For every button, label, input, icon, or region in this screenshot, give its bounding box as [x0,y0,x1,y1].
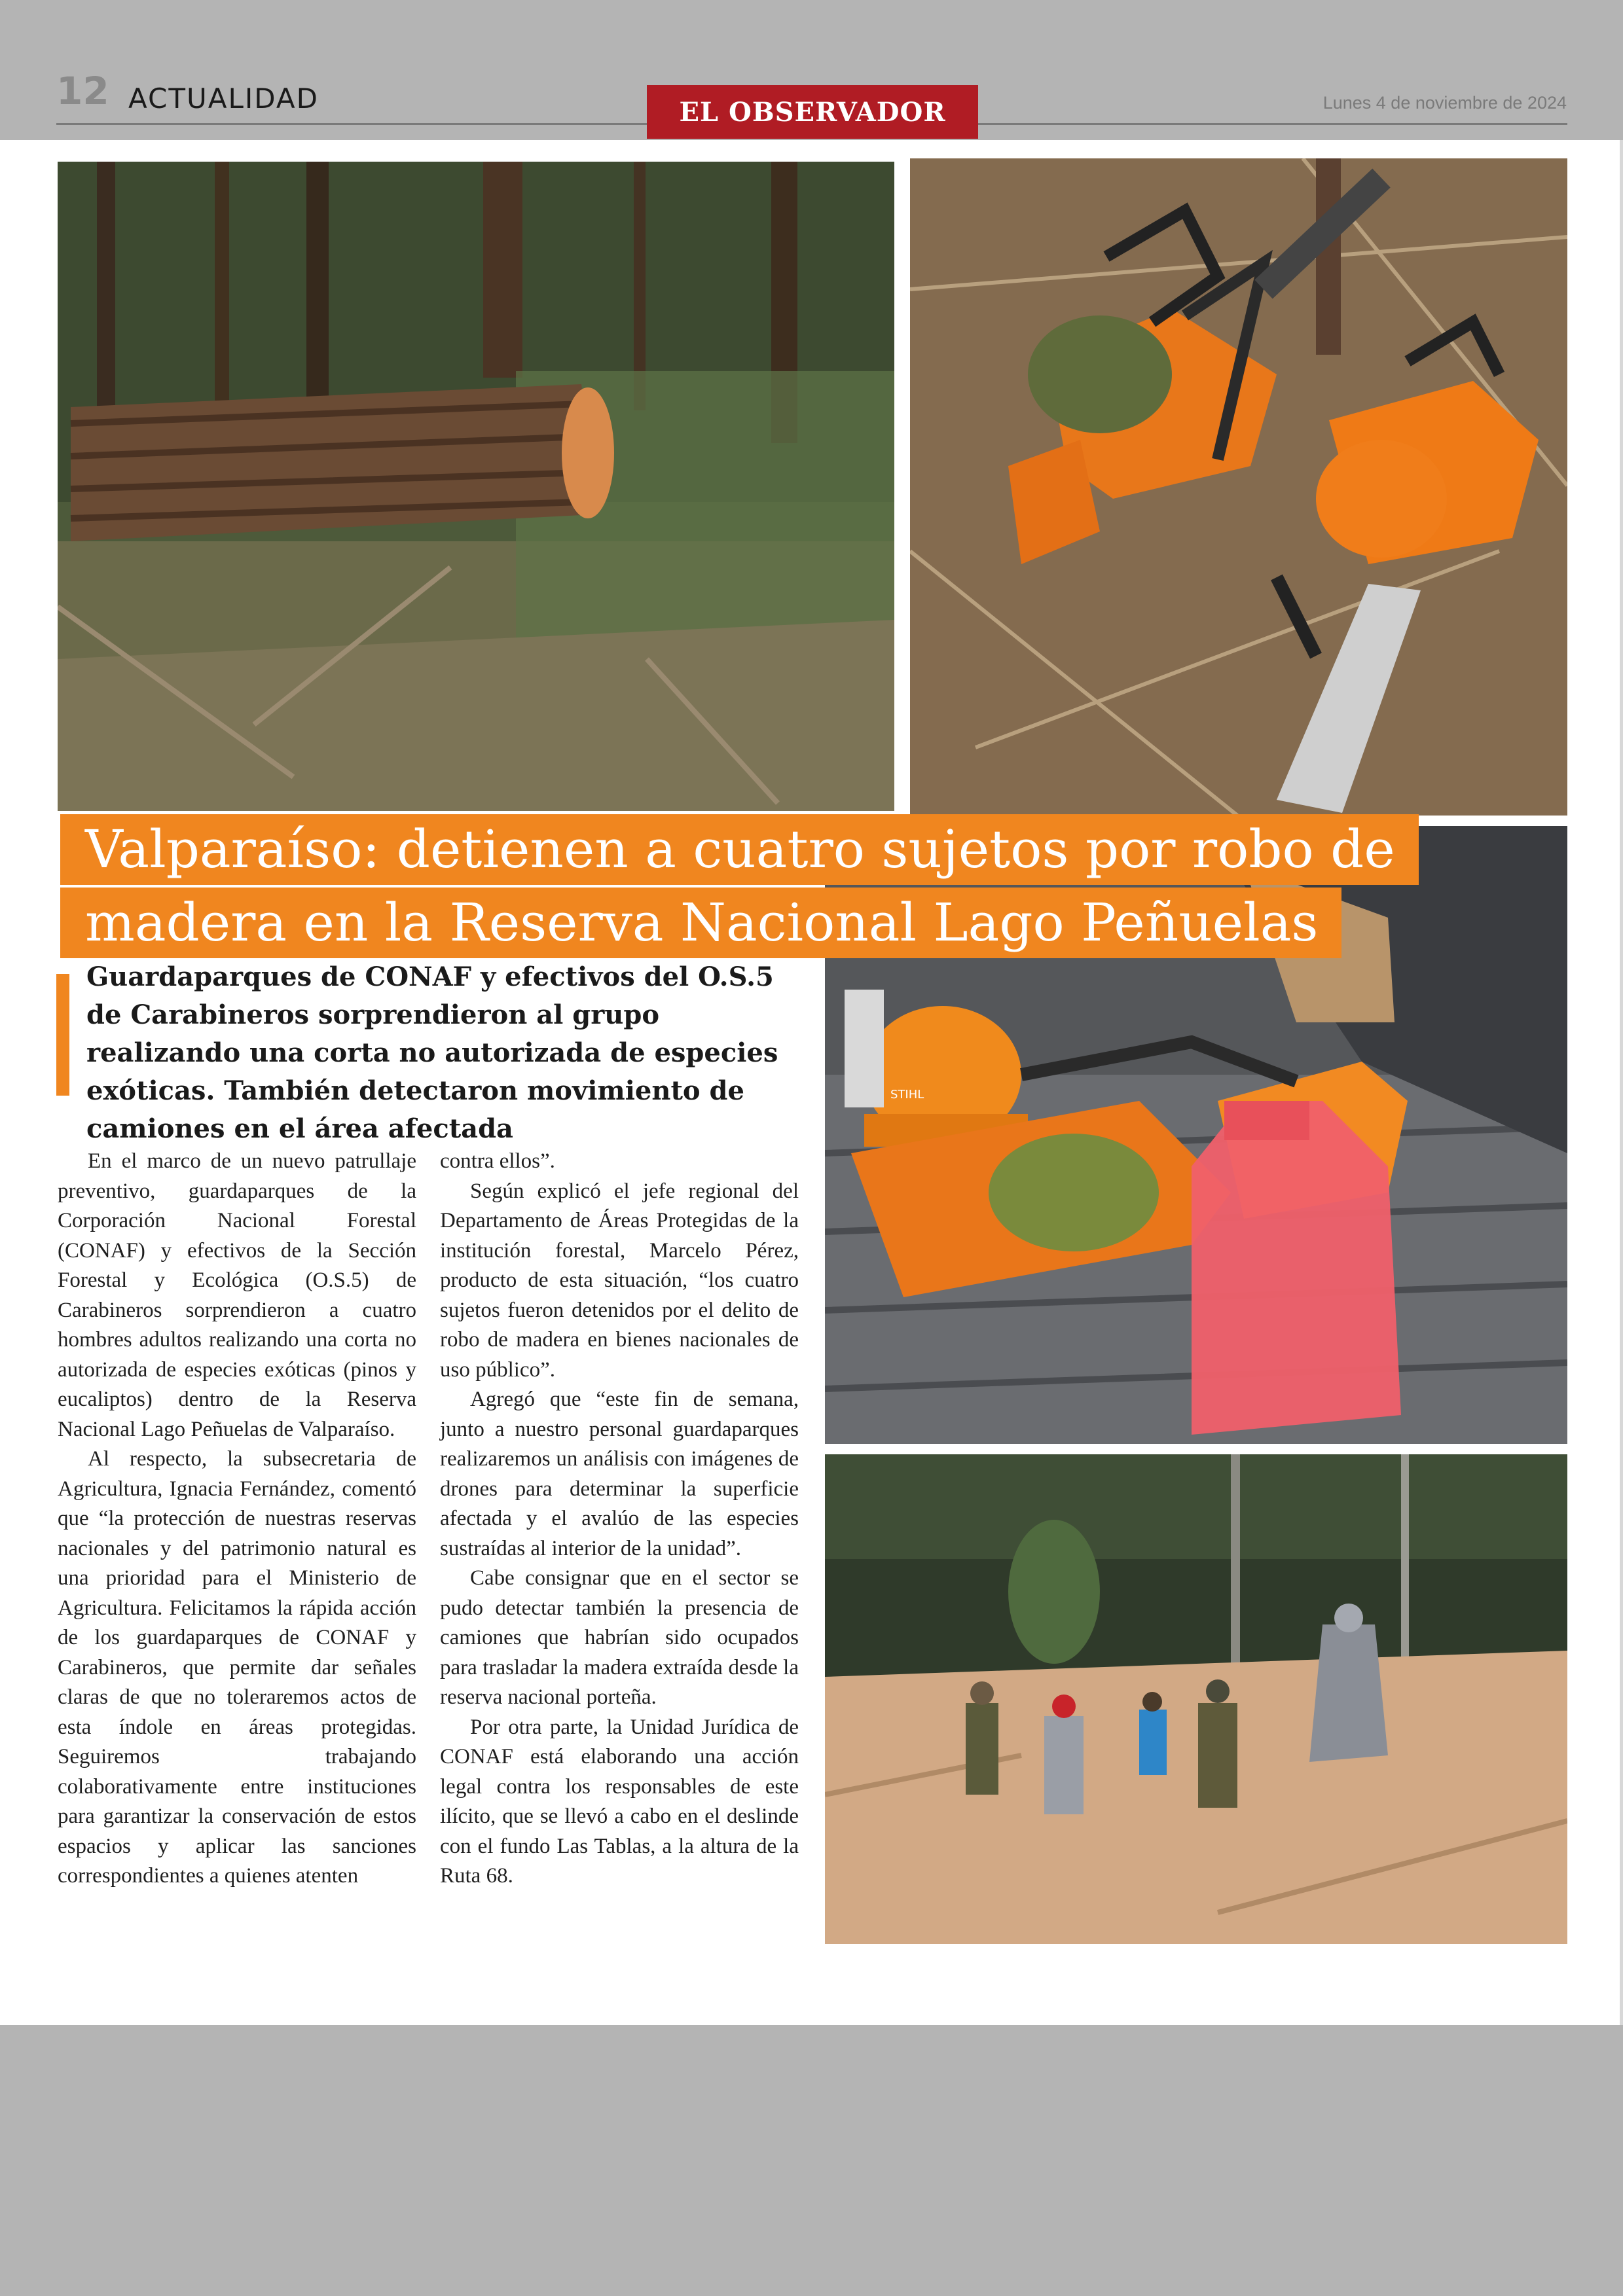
paragraph: Agregó que “este fin de semana, junto a nuestro personal guardaparques realizaremos un análisis con imágenes de drones para determinar la superficie afectada y el avalúo de las especies sustraídas al interior de la unidad”. [440,1388,799,1560]
paragraph: Por otra parte, la Unidad Jurídica de CONAF está elaborando una acción legal contra los responsables de este ilícito, que se llevó a cabo en el deslinde con el fundo Las Tablas, a la altura de la Ruta 68. [440,1715,799,1888]
section-label: ACTUALIDAD [128,82,319,115]
paragraph: En el marco de un nuevo patrullaje preventivo, guardaparques de la Corporación Nacional Forestal (CONAF) y efectivos de la Sección Forestal y Ecológica (O.S.5) de Carabineros sorprendieron a cuatro hombres adultos realizando una corta no autorizada de especies exóticas (pinos y eucaliptos) dentro de la Reserva Nacional Lago Peñuelas de Valparaíso. [58,1149,416,1441]
article-column-2 [440,1147,799,1892]
bottom-band [0,2025,1623,2296]
article-column-1 [58,1147,416,1892]
issue-date: Lunes 4 de noviembre de 2024 [1322,93,1567,113]
helmet-brand-text: STIHL [890,1088,924,1102]
paragraph: Al respecto, la subsecretaria de Agricultura, Ignacia Fernández, comentó que “la protección de nuestras reservas nacionales y del patrimonio natural es una prioridad para el Ministerio de Agricultura. Felicitamos la rápida acción de los guardaparques de CONAF y Carabineros, que permite dar señales claras de que no toleraremos actos de esta índole en áreas protegidas. Seguiremos trabajando colaborativamente entre instituciones para garantizar la conservación de estos espacios y aplicar las sanciones correspondientes a quienes atenten [58,1447,416,1888]
photo-chainsaws-ground [910,158,1567,816]
paragraph-continuation: contra ellos”. [440,1149,555,1173]
article-kicker: Guardaparques de CONAF y efectivos del O.S.5 de Carabineros sorprendieron al grupo realizando una corta no autorizada de especies exóticas. También detectaron movimiento de camiones en el área afectada [86,961,778,1144]
paragraph: Cabe consignar que en el sector se pudo detectar también la presencia de camiones que habrían sido ocupados para trasladar la madera extraída desde la reserva nacional porteña. [440,1566,799,1709]
photo-people-walking [825,1454,1567,1944]
photo-felled-log [58,162,894,811]
kicker-accent-bar [56,974,69,1096]
headline-line-1: Valparaíso: detienen a cuatro sujetos por robo de [60,814,1419,885]
page-number: 12 [56,69,109,113]
masthead-logo: EL OBSERVADOR [647,85,978,139]
headline-line-2: madera en la Reserva Nacional Lago Peñuelas [60,888,1341,958]
paragraph: Según explicó el jefe regional del Departamento de Áreas Protegidas de la institución forestal, Marcelo Pérez, producto de esta situación, “los cuatro sujetos fueron detenidos por el delito de robo de madera en bienes nacionales de uso público”. [440,1179,799,1382]
page-edge [1620,140,1623,2025]
